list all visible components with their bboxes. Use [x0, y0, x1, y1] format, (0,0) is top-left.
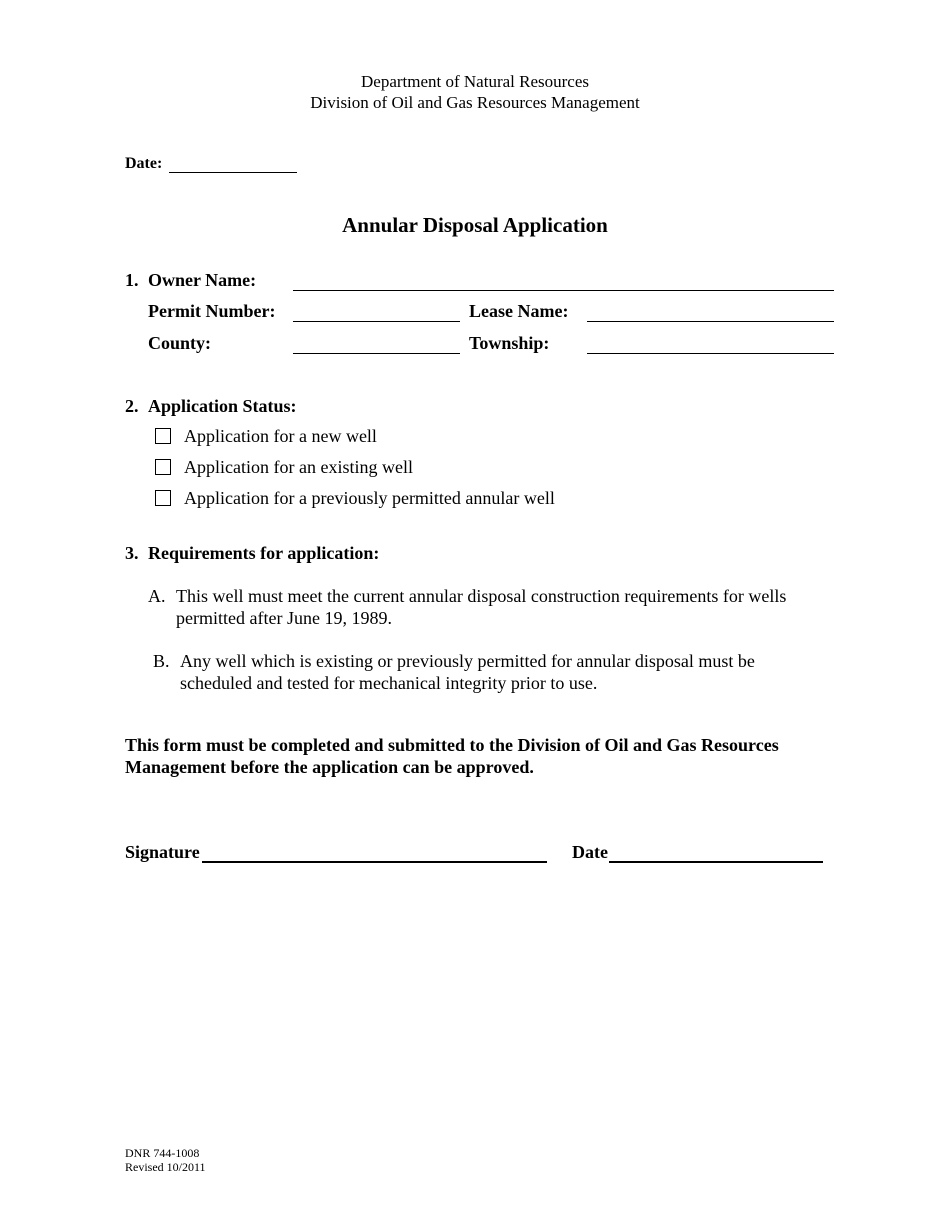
submission-notice-line1: This form must be completed and submitted to the Division of Oil and Gas Resources: [125, 735, 779, 755]
revision-date: Revised 10/2011: [125, 1160, 206, 1174]
lease-name-label: Lease Name:: [469, 301, 569, 321]
signature-date-field[interactable]: [609, 861, 823, 863]
application-status-heading: Application Status:: [148, 396, 297, 416]
township-label: Township:: [469, 333, 550, 353]
requirement-a-marker: A.: [148, 586, 166, 606]
requirement-b-line1: Any well which is existing or previously permitted for annular disposal must be: [180, 651, 755, 671]
existing-well-checkbox[interactable]: [155, 459, 171, 475]
requirement-b-line2: scheduled and tested for mechanical integrity prior to use.: [180, 673, 598, 693]
date-input-line[interactable]: [169, 172, 297, 173]
section-1-number: 1.: [125, 270, 139, 290]
township-field[interactable]: [587, 353, 834, 354]
signature-field[interactable]: [202, 861, 547, 863]
division-name: Division of Oil and Gas Resources Management: [310, 93, 640, 112]
agency-name: Department of Natural Resources: [361, 72, 589, 91]
permit-number-field[interactable]: [293, 321, 460, 322]
previously-permitted-option-label: Application for a previously permitted annular well: [184, 488, 555, 508]
submission-notice-line2: Management before the application can be approved.: [125, 757, 534, 777]
existing-well-option-label: Application for an existing well: [184, 457, 413, 477]
new-well-option-label: Application for a new well: [184, 426, 377, 446]
owner-name-label: Owner Name:: [148, 270, 257, 290]
signature-label: Signature: [125, 842, 200, 862]
section-3-number: 3.: [125, 543, 139, 563]
county-label: County:: [148, 333, 212, 353]
date-label: Date:: [125, 155, 163, 172]
form-number: DNR 744-1008: [125, 1146, 200, 1160]
permit-number-label: Permit Number:: [148, 301, 276, 321]
new-well-checkbox[interactable]: [155, 428, 171, 444]
previously-permitted-checkbox[interactable]: [155, 490, 171, 506]
requirements-heading: Requirements for application:: [148, 543, 380, 563]
form-title: Annular Disposal Application: [342, 213, 608, 237]
county-field[interactable]: [293, 353, 460, 354]
signature-date-label: Date: [572, 842, 608, 862]
owner-name-field[interactable]: [293, 290, 834, 291]
requirement-b-marker: B.: [153, 651, 170, 671]
section-2-number: 2.: [125, 396, 139, 416]
lease-name-field[interactable]: [587, 321, 834, 322]
requirement-a-line2: permitted after June 19, 1989.: [176, 608, 392, 628]
requirement-a-line1: This well must meet the current annular disposal construction requirements for wells: [176, 586, 787, 606]
